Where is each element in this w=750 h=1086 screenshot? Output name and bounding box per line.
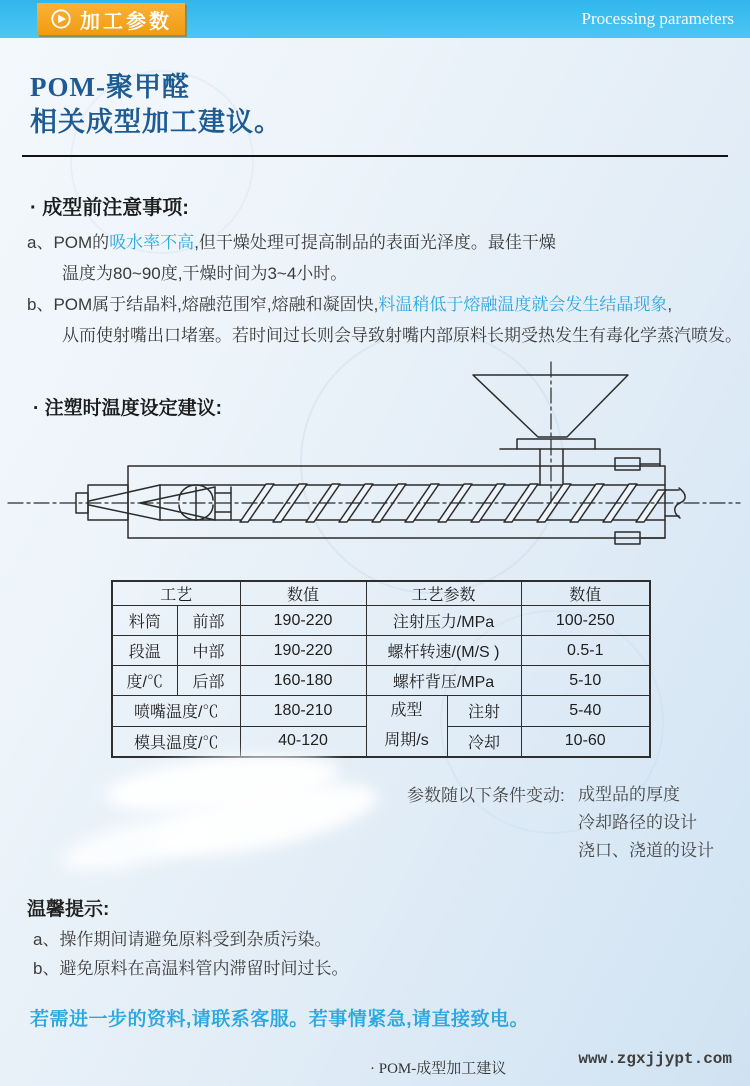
table-cell: 5-10 [521, 666, 650, 696]
table-cell: 5-40 [521, 696, 650, 727]
table-cell: 180-210 [240, 696, 366, 727]
parameters-table [111, 580, 651, 758]
page-title-line2: 相关成型加工建议。 [30, 107, 282, 137]
table-cell: 40-120 [240, 726, 366, 757]
variation-item: 浇口、浇道的设计 [578, 841, 714, 860]
precaution-item-a-line2: 温度为80~90度,干燥时间为3~4小时。 [62, 264, 348, 283]
table-cell: 160-180 [240, 666, 366, 696]
play-icon [50, 8, 72, 30]
processing-parameters-badge [37, 3, 185, 35]
table-cell: 190-220 [240, 606, 366, 636]
table-cell: 0.5-1 [521, 636, 650, 666]
table-cell: 10-60 [521, 726, 650, 757]
section-heading-precautions: · 成型前注意事项: [30, 197, 189, 219]
table-header-row [112, 581, 650, 606]
table-cell: 冷却 [447, 726, 521, 757]
title-underline [22, 155, 728, 157]
whiteout-smudge [57, 803, 222, 882]
item-a-lead: a、POM的 [27, 233, 110, 252]
table-cell: 螺杆背压/MPa [366, 666, 521, 696]
table-cell: 190-220 [240, 636, 366, 666]
tips-heading: 温馨提示: [27, 899, 110, 920]
table-cell: 100-250 [521, 606, 650, 636]
centerline [8, 362, 740, 503]
table-cell: 注射 [447, 696, 521, 727]
precaution-item-a [27, 228, 556, 253]
table-cell: 后部 [177, 666, 240, 696]
table-row [112, 696, 650, 727]
table-header-cell: 工艺参数 [366, 581, 521, 606]
table-cell: 中部 [177, 636, 240, 666]
item-b-highlight: 料温稍低于熔融温度就会发生结晶现象 [378, 295, 668, 314]
table-cell: 螺杆转速/(M/S ) [366, 636, 521, 666]
table-header-cell: 数值 [240, 581, 366, 606]
hopper-funnel-icon [473, 375, 660, 485]
badge-label: 加工参数 [80, 10, 172, 33]
table-cell: 喷嘴温度/℃ [112, 696, 240, 727]
precaution-item-b [27, 290, 672, 315]
table-row [112, 666, 650, 696]
contact-note: 若需进一步的资料,请联系客服。若事情紧急,请直接致电。 [30, 1009, 530, 1030]
item-a-highlight: 吸水率不高 [109, 233, 195, 252]
tip-item-a: a、操作期间请避免原料受到杂质污染。 [33, 930, 332, 949]
table-header-cell: 数值 [521, 581, 650, 606]
table-cell-molding-cycle [366, 696, 447, 758]
precaution-item-b-line2: 从而使射嘴出口堵塞。若时间过长则会导致射嘴内部原料长期受热发生有毒化学蒸汽喷发。 [62, 326, 742, 345]
injection-screw-diagram [0, 350, 750, 550]
section-heading-temperature: · 注塑时温度设定建议: [33, 398, 222, 419]
cycle-label-line1: 成型 [390, 702, 423, 719]
table-cell: 模具温度/℃ [112, 726, 240, 757]
variation-label: 参数随以下条件变动: [407, 786, 565, 805]
footer-doc-label: · POM-成型加工建议 [370, 1061, 507, 1077]
table-cell: 段温 [112, 636, 177, 666]
table-row [112, 606, 650, 636]
variation-item: 成型品的厚度 [578, 785, 680, 804]
tip-item-b: b、避免原料在高温料管内滞留时间过长。 [33, 959, 349, 978]
page-title [30, 70, 282, 140]
item-a-tail: ,但干燥处理可提高制品的表面光泽度。最佳干燥 [194, 233, 556, 252]
table-cell: 前部 [177, 606, 240, 636]
top-bar [0, 0, 750, 38]
variation-items [578, 781, 714, 865]
page-title-line1: POM-聚甲醛 [30, 72, 190, 102]
table-cell: 注射压力/MPa [366, 606, 521, 636]
table-header-cell: 工艺 [112, 581, 240, 606]
header-subtitle: Processing parameters [581, 9, 734, 28]
item-b-tail: , [667, 295, 673, 314]
cycle-label-line2: 周期/s [384, 732, 429, 749]
table-row [112, 636, 650, 666]
footer-website: www.zgxjjypt.com [578, 1050, 732, 1068]
table-cell: 料筒 [112, 606, 177, 636]
variation-item: 冷却路径的设计 [578, 813, 697, 832]
table-cell: 度/℃ [112, 666, 177, 696]
item-b-lead: b、POM属于结晶料,熔融范围窄,熔融和凝固快, [27, 295, 379, 314]
